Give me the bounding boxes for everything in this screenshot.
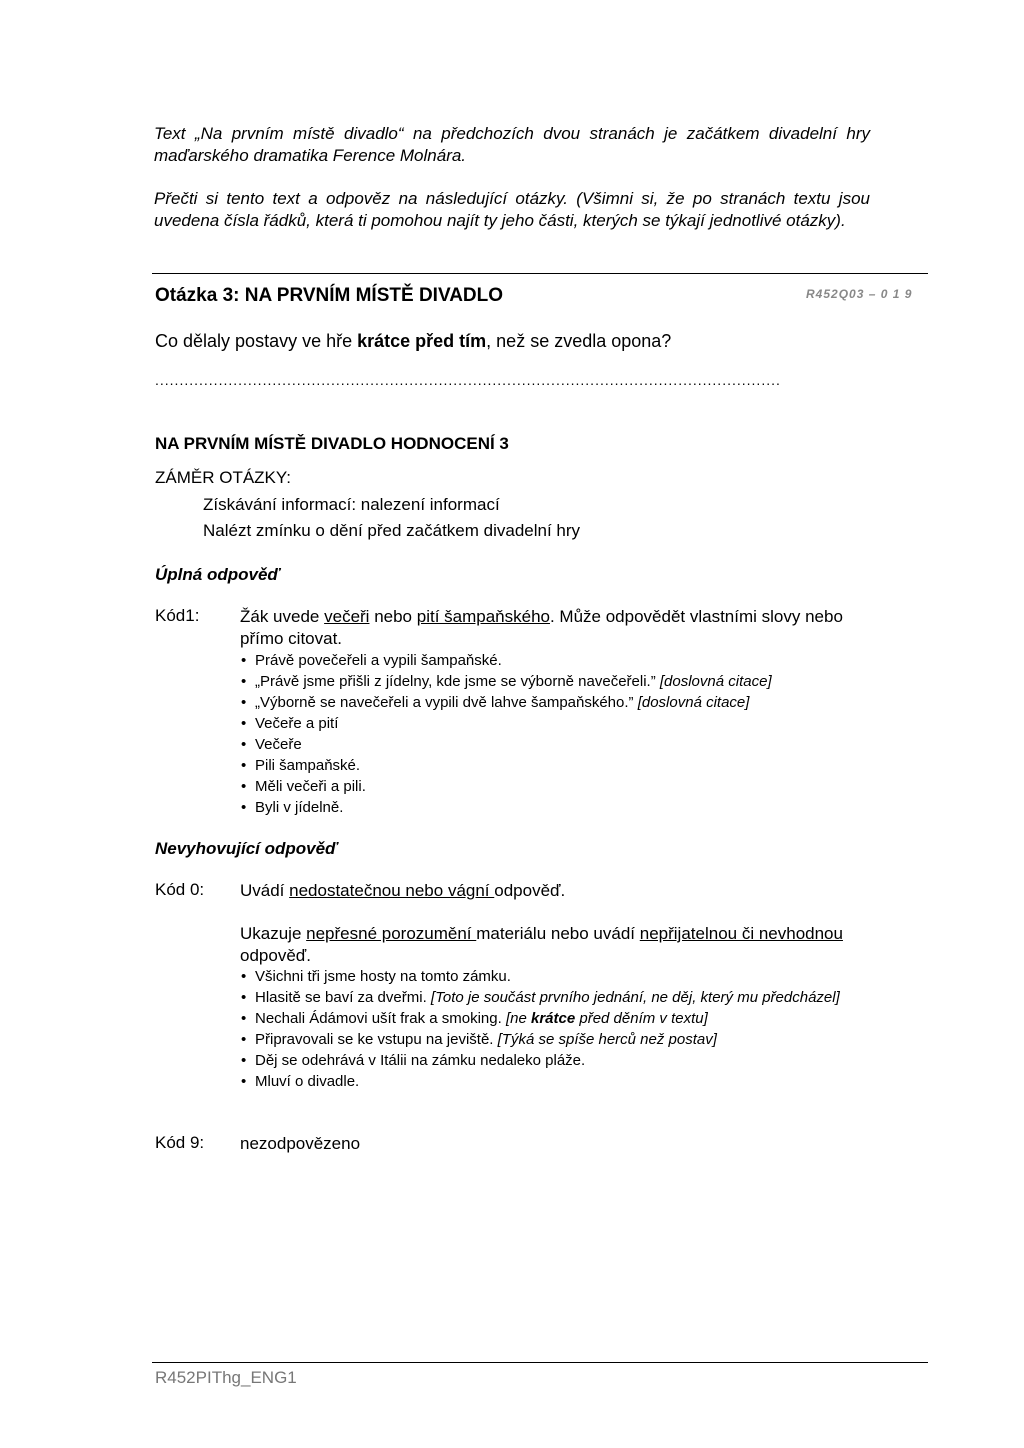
question-text: Co dělaly postavy ve hře krátce před tím, než se zvedla opona? bbox=[155, 331, 672, 351]
code-9-description: nezodpovězeno bbox=[240, 1134, 361, 1153]
full-credit-heading: Úplná odpověď bbox=[155, 565, 280, 584]
list-item: • Měli večeři a pili. bbox=[241, 778, 366, 795]
code-9-label: Kód 9: bbox=[155, 1133, 205, 1152]
question-code: R452Q03 – 0 1 9 bbox=[806, 287, 913, 301]
list-item: • Pili šampaňské. bbox=[241, 757, 361, 774]
list-item: • Byli v jídelně. bbox=[241, 799, 344, 816]
footer-doc-id: R452PIThg_ENG1 bbox=[155, 1368, 297, 1387]
list-item: • Nechali Ádámovi ušít frak a smoking. [ne krátce před děním v textu] bbox=[241, 1010, 708, 1027]
code-1-label: Kód1: bbox=[155, 606, 200, 625]
full-credit-examples bbox=[240, 650, 880, 818]
code-0-label: Kód 0: bbox=[155, 880, 205, 899]
footer-divider bbox=[152, 1362, 928, 1363]
intro-paragraph-1: Text „Na prvním místě divadlo“ na předchozích dvou stranách je začátkem divadelní hry maďarského dramatika Ference Molnára. bbox=[154, 124, 870, 165]
scoring-title: NA PRVNÍM MÍSTĚ DIVADLO HODNOCENÍ 3 bbox=[155, 434, 509, 453]
intro-paragraph-2: Přečti si tento text a odpověz na následující otázky. (Všimni si, že po stranách textu jsou uvedena čísla řádků, která ti pomohou najít ty jeho části, kterých se týkají jednotlivé otázky). bbox=[154, 189, 870, 230]
code-0-description-a: Uvádí nedostatečnou nebo vágní odpověď. bbox=[240, 881, 566, 900]
list-item: • Hlasitě se baví za dveřmi. [Toto je součást prvního jednání, ne děj, který mu předcházel] bbox=[241, 989, 840, 1006]
list-item: • Všichni tři jsme hosty na tomto zámku. bbox=[241, 968, 511, 985]
list-item: • Večeře bbox=[241, 736, 302, 753]
list-item: • „Výborně se navečeřeli a vypili dvě lahve šampaňského.” [doslovná citace] bbox=[241, 694, 750, 711]
no-credit-examples bbox=[240, 966, 880, 1092]
answer-line[interactable]: ................................................................................................................................ bbox=[155, 372, 781, 388]
code-0-description-b: Ukazuje nepřesné porozumění materiálu nebo uvádí nepřijatelnou či nevhodnou odpověď. bbox=[240, 924, 843, 965]
top-divider bbox=[152, 273, 928, 274]
no-credit-heading: Nevyhovující odpověď bbox=[155, 839, 338, 858]
list-item: • Právě povečeřeli a vypili šampaňské. bbox=[241, 652, 502, 669]
intent-label: ZÁMĚR OTÁZKY: bbox=[155, 468, 292, 487]
list-item: • Připravovali se ke vstupu na jeviště. [Týká se spíše herců než postav] bbox=[241, 1031, 717, 1048]
list-item: • Večeře a pití bbox=[241, 715, 339, 732]
list-item: • Děj se odehrává v Itálii na zámku nedaleko pláže. bbox=[241, 1052, 586, 1069]
list-item: • Mluví o divadle. bbox=[241, 1073, 360, 1090]
intent-line-2: Nalézt zmínku o dění před začátkem divadelní hry bbox=[203, 521, 581, 540]
question-title: Otázka 3: NA PRVNÍM MÍSTĚ DIVADLO bbox=[155, 285, 504, 306]
code-1-description: Žák uvede večeři nebo pití šampaňského. Může odpovědět vlastními slovy nebo přímo citovat. bbox=[240, 607, 843, 648]
list-item: • „Právě jsme přišli z jídelny, kde jsme se výborně navečeřeli.” [doslovná citace] bbox=[241, 673, 772, 690]
intent-line-1: Získávání informací: nalezení informací bbox=[203, 495, 500, 514]
